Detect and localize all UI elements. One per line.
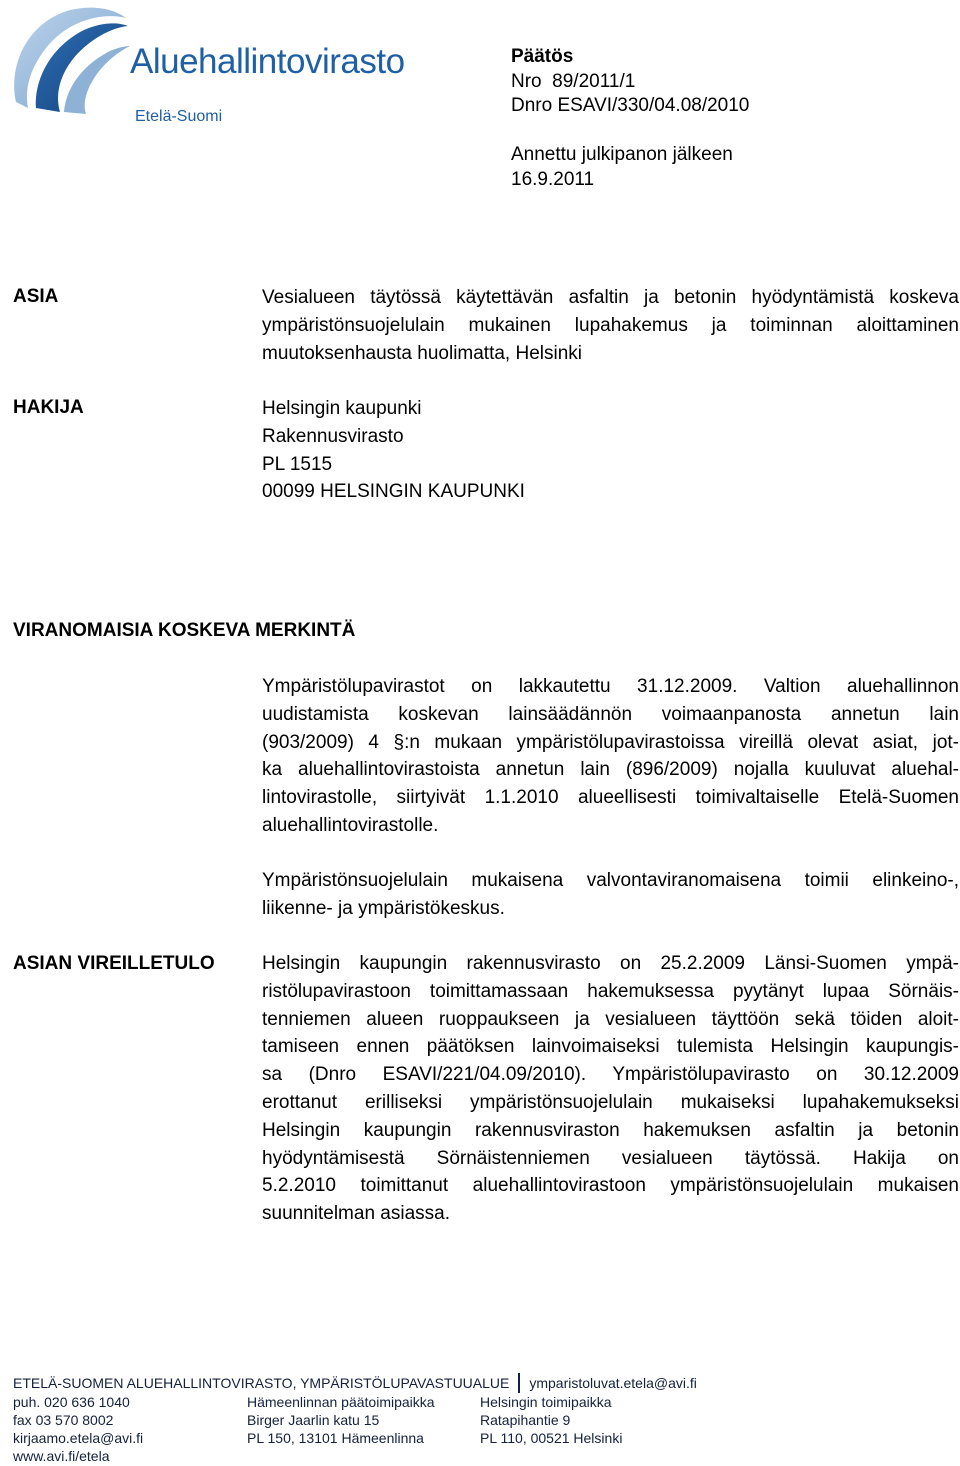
doc-type: Päätös — [511, 46, 574, 67]
text-line: tamiseen ennen päätöksen lainvoimaiseksi tulemista Helsingin kaupungis- — [262, 1036, 959, 1058]
footer-helsinki-column — [480, 1393, 720, 1465]
text-line: PL 1515 — [262, 453, 333, 475]
footer-fax: fax 03 570 8002 — [13, 1412, 114, 1428]
authority-note-paragraph-1 — [262, 673, 959, 840]
agency-logo — [8, 4, 405, 134]
text-line: aluehallintovirastolle. — [262, 814, 439, 836]
asia-text — [262, 284, 959, 367]
footer-street: Birger Jaarlin katu 15 — [247, 1412, 380, 1428]
footer-email-link[interactable]: ymparistoluvat.etela@avi.fi — [529, 1375, 697, 1391]
agency-wordmark: Aluehallintovirasto — [130, 42, 405, 81]
text-line: ristölupavirastoon toimittamassaan hakemuksessa pyytänyt lupaa Sörnäis- — [262, 980, 959, 1002]
footer-postal: PL 110, 00521 Helsinki — [480, 1430, 623, 1446]
text-line: Helsingin kaupunki — [262, 398, 422, 419]
text-line: Helsingin kaupungin rakennusvirasto on 25.2.2009 Länsi-Suomen ympä- — [262, 953, 959, 974]
footer-office-name: Hämeenlinnan päätoimipaikka — [247, 1394, 435, 1410]
footer-street: Ratapihantie 9 — [480, 1412, 571, 1428]
decision-header — [511, 45, 749, 192]
text-line: Rakennusvirasto — [262, 425, 404, 447]
page-footer — [13, 1373, 953, 1465]
text-line: muutoksenhausta huolimatta, Helsinki — [262, 342, 583, 364]
text-line: Ympäristölupavirastot on lakkautettu 31.12.2009. Valtion aluehallinnon — [262, 676, 959, 697]
text-line: sa (Dnro ESAVI/221/04.09/2010). Ympäristölupavirasto on 30.12.2009 — [262, 1064, 959, 1086]
text-line: 00099 HELSINGIN KAUPUNKI — [262, 481, 525, 503]
decision-number: Nro 89/2011/1 — [511, 70, 636, 92]
footer-website-link[interactable]: www.avi.fi/etela — [13, 1448, 110, 1464]
section-label-vireilletulo: ASIAN VIREILLETULO — [13, 953, 215, 974]
section-label-asia: ASIA — [13, 286, 59, 307]
footer-agency-title: ETELÄ-SUOMEN ALUEHALLINTOVIRASTO, YMPÄRISTÖLUPAVASTUUALUE — [13, 1375, 510, 1391]
footer-phone: puh. 020 636 1040 — [13, 1394, 130, 1410]
footer-columns — [13, 1393, 953, 1465]
text-line: erottanut erilliseksi ympäristönsuojelulain mukaiseksi lupahakemukseksi — [262, 1091, 959, 1113]
text-line: lintovirastolle, siirtyivät 1.1.2010 alueellisesti toimivaltaiselle Etelä-Suomen — [262, 787, 959, 809]
agency-region: Etelä-Suomi — [135, 108, 223, 125]
text-line: uudistamista koskevan lainsäädännön voimaanpanosta annetun lain — [262, 703, 959, 725]
agency-logo-mark-icon — [8, 4, 133, 114]
footer-office-name: Helsingin toimipaikka — [480, 1394, 612, 1410]
text-line: ympäristönsuojelulain mukainen lupahakemus ja toiminnan aloittaminen — [262, 314, 959, 336]
section-label-hakija: HAKIJA — [13, 397, 84, 418]
authority-note-paragraph-2 — [262, 867, 959, 923]
footer-postal: PL 150, 13101 Hämeenlinna — [247, 1430, 424, 1446]
footer-hameenlinna-column — [247, 1393, 480, 1465]
given-date: 16.9.2011 — [511, 168, 595, 190]
text-line: Helsingin kaupungin rakennusviraston hakemuksen asfaltin ja betonin — [262, 1119, 959, 1141]
text-line: Vesialueen täytössä käytettävän asfaltin ja betonin hyödyntämistä koskeva — [262, 287, 959, 308]
text-line: tenniemen alueen ruoppaukseen ja vesialueen täyttöön sekä töiden aloit- — [262, 1008, 959, 1030]
text-line: hyödyntämisestä Sörnäistenniemen vesialueen täytössä. Hakija on — [262, 1147, 959, 1169]
footer-divider — [518, 1373, 520, 1393]
vireilletulo-text — [262, 950, 959, 1228]
dnro: Dnro ESAVI/330/04.08/2010 — [511, 95, 750, 116]
given-date-label: Annettu julkipanon jälkeen — [511, 144, 733, 165]
applicant-address — [262, 395, 959, 506]
text-line: Ympäristönsuojelulain mukaisena valvontaviranomaisena toimii elinkeino-, — [262, 870, 959, 891]
text-line: ka aluehallintovirastoista annetun lain (896/2009) nojalla kuuluvat aluehal- — [262, 759, 959, 781]
text-line: suunnitelman asiassa. — [262, 1203, 450, 1225]
text-line: (903/2009) 4 §:n mukaan ympäristölupavirastoissa vireillä olevat asiat, jot- — [262, 731, 959, 753]
text-line: 5.2.2010 toimittanut aluehallintovirastoon ympäristönsuojelulain mukaisen — [262, 1175, 959, 1197]
footer-contact-column — [13, 1393, 247, 1465]
text-line: liikenne- ja ympäristökeskus. — [262, 897, 505, 919]
footer-registry-email-link[interactable]: kirjaamo.etela@avi.fi — [13, 1430, 144, 1446]
footer-title-row — [13, 1373, 953, 1393]
section-label-viranomaisia: VIRANOMAISIA KOSKEVA MERKINTÄ — [13, 620, 356, 641]
